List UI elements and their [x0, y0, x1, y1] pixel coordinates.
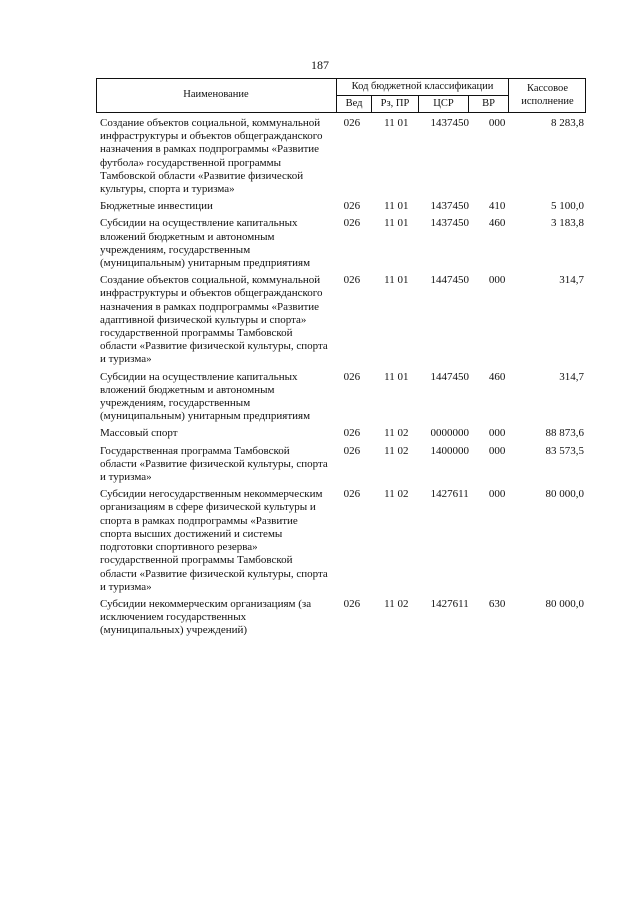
header-rz-pr: Рз, ПР	[380, 98, 410, 109]
row-ved: 026	[343, 488, 361, 501]
row-vr: 410	[488, 200, 506, 213]
row-ved: 026	[343, 444, 361, 457]
row-rz-pr: 11 01	[384, 217, 409, 230]
header-code-group: Код бюджетной классификации	[351, 81, 494, 92]
row-name: Субсидии некоммерческим организациям (за исключением государственных (муниципальных) учреждений)	[100, 597, 312, 637]
row-csr: 1447450	[430, 370, 469, 383]
row-csr: 1400000	[430, 444, 469, 457]
row-ved: 026	[343, 427, 361, 440]
table-row	[96, 427, 586, 440]
row-rz-pr: 11 01	[384, 200, 409, 213]
row-vr: 000	[488, 488, 506, 501]
row-amount: 80 000,0	[545, 597, 584, 610]
header-amount-line1: Кассовое	[526, 83, 569, 94]
row-name: Создание объектов социальной, коммунальной инфраструктуры и объектов общегражданского назначения в рамках подпрограммы «Развитие адаптивной физической культуры и спорта» государственной программы Тамбовской области «Развитие физической культуры, спорта и туризма»	[100, 274, 328, 366]
header-csr: ЦСР	[433, 98, 454, 109]
row-vr: 630	[488, 597, 506, 610]
table-row	[96, 445, 586, 485]
row-ved: 026	[343, 597, 361, 610]
row-csr: 1427611	[430, 488, 469, 501]
row-ved: 026	[343, 217, 361, 230]
header-ved: Вед	[345, 98, 363, 109]
row-csr: 1437450	[430, 217, 469, 230]
row-csr: 1447450	[430, 274, 469, 287]
row-amount: 8 283,8	[551, 117, 584, 129]
row-csr: 1437450	[430, 200, 469, 213]
table-row	[96, 488, 586, 594]
row-rz-pr: 11 02	[384, 488, 409, 501]
table-header	[96, 78, 586, 114]
row-rz-pr: 11 02	[384, 444, 409, 457]
table-row	[96, 117, 586, 196]
row-name: Бюджетные инвестиции	[100, 200, 213, 213]
table-row	[96, 200, 586, 213]
header-name: Наименование	[183, 89, 249, 100]
row-vr: 000	[488, 427, 506, 440]
row-rz-pr: 11 01	[384, 117, 409, 129]
row-csr: 1427611	[430, 597, 469, 610]
row-amount: 314,7	[559, 274, 584, 287]
row-amount: 88 873,6	[545, 427, 584, 440]
row-rz-pr: 11 02	[384, 427, 409, 440]
row-csr: 0000000	[430, 427, 469, 440]
header-amount-line2: исполнение	[521, 96, 574, 107]
header-top-border	[96, 78, 586, 79]
row-vr: 000	[488, 444, 506, 457]
row-amount: 83 573,5	[545, 444, 584, 457]
table-row	[96, 598, 586, 638]
row-vr: 460	[488, 217, 506, 230]
row-rz-pr: 11 01	[384, 370, 409, 383]
row-amount: 3 183,8	[551, 217, 584, 230]
row-ved: 026	[343, 274, 361, 287]
row-rz-pr: 11 01	[384, 274, 409, 287]
row-name: Субсидии негосударственным некоммерческим организациям в сфере физической культуры и спорта в рамках подпрограммы «Развитие спорта высших достижений и системы подготовки спортивного резерва» государственной программы Тамбовской области «Развитие физической культуры, спорта и туризма»	[100, 488, 328, 593]
table-row	[96, 274, 586, 366]
row-vr: 460	[488, 370, 506, 383]
row-name: Субсидии на осуществление капитальных вложений бюджетным и автономным учреждениям, государственным (муниципальным) унитарным предприятиям	[100, 217, 311, 270]
row-name: Создание объектов социальной, коммунальной инфраструктуры и объектов общегражданского назначения в рамках подпрограммы «Развитие футбола» государственной программы Тамбовской области «Развитие физической культуры, спорта и туризма»	[100, 117, 323, 196]
row-ved: 026	[343, 370, 361, 383]
header-divider	[336, 95, 508, 96]
table-body	[96, 117, 586, 642]
row-rz-pr: 11 02	[384, 597, 409, 610]
page-number: 187	[311, 58, 329, 72]
row-ved: 026	[343, 200, 361, 213]
header-bottom-border	[96, 112, 586, 113]
row-name: Государственная программа Тамбовской области «Развитие физической культуры, спорта и туризма»	[100, 444, 328, 484]
header-vr: ВР	[482, 98, 495, 109]
row-amount: 314,7	[559, 370, 584, 383]
row-amount: 5 100,0	[551, 200, 584, 213]
row-name: Субсидии на осуществление капитальных вложений бюджетным и автономным учреждениям, государственным (муниципальным) унитарным предприятиям	[100, 370, 311, 423]
table-row	[96, 217, 586, 270]
row-ved: 026	[343, 117, 361, 129]
row-vr: 000	[488, 117, 506, 129]
row-amount: 80 000,0	[545, 488, 584, 501]
row-name: Массовый спорт	[100, 427, 178, 440]
table-row	[96, 371, 586, 424]
row-csr: 1437450	[430, 117, 469, 129]
row-vr: 000	[488, 274, 506, 287]
